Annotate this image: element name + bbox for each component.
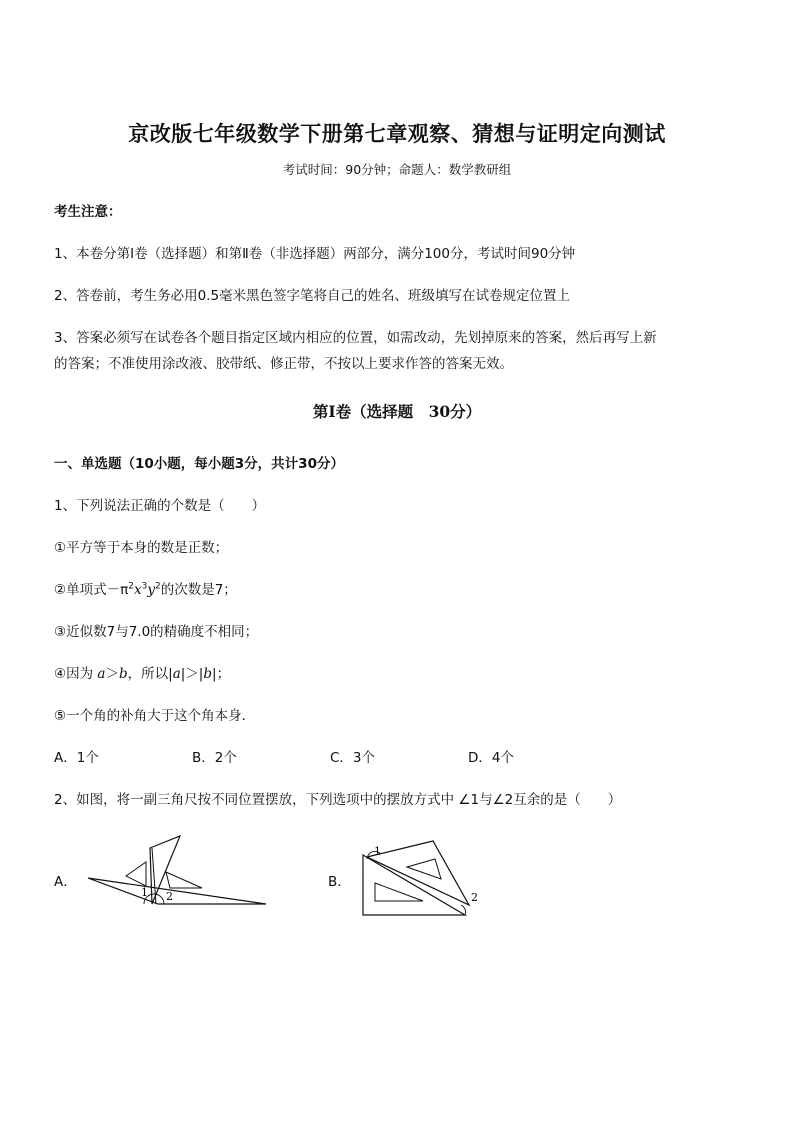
notice-item-3-cont: 的答案；不准使用涂改液、胶带纸、修正带，不按以上要求作答的答案无效。 (54, 356, 513, 372)
fig-a-angle-1: 1 (141, 886, 148, 899)
q1-s4-prefix: ④因为 (54, 666, 94, 682)
q1-s2-var-y: y (147, 582, 155, 598)
q1-s2-exp3: 2 (154, 581, 161, 592)
q1-s4-gt: ＞ (105, 666, 119, 682)
fig-a-set-square-inner (166, 872, 202, 888)
q1-option-c[interactable]: C．3个 (330, 750, 376, 766)
q1-statement-2 (54, 578, 237, 598)
fig-a-line (152, 848, 156, 904)
q1-s2-suffix: 的次数是7； (160, 582, 237, 598)
fig-b-large-triangle (363, 855, 465, 915)
q2-option-b-label[interactable]: B． (328, 874, 351, 890)
q1-s2-exp1: 2 (128, 581, 134, 592)
q1-s2-var-x: x (133, 582, 142, 598)
section-title: 第Ⅰ卷（选择题 30分） (312, 402, 482, 421)
q2-figure-a (80, 830, 280, 914)
q1-s4-var-a: a (97, 666, 106, 682)
notice-heading: 考生注意： (54, 204, 122, 220)
q1-s4-var-a2: a (172, 666, 181, 682)
q1-option-a[interactable]: A．1个 (54, 750, 99, 766)
q2-stem: 2、如图，将一副三角尺按不同位置摆放，下列选项中的摆放方式中 ∠1与∠2互余的是（ ） (54, 792, 622, 808)
q1-option-b[interactable]: B．2个 (192, 750, 237, 766)
q2-option-a-label[interactable]: A． (54, 874, 77, 890)
q1-s4-var-b2: b (203, 666, 213, 682)
notice-item-1: 1、本卷分第Ⅰ卷（选择题）和第Ⅱ卷（非选择题）两部分，满分100分，考试时间90分钟 (54, 246, 576, 262)
q1-s2-prefix: ②单项式－π (54, 582, 129, 598)
q1-statement-3: ③近似数7与7.0的精确度不相同； (54, 624, 259, 640)
q1-statement-4 (54, 662, 230, 682)
fig-a-large-triangle (88, 878, 266, 904)
q1-s4-gt2: |＞| (180, 666, 204, 682)
fig-a-large-triangle-inner (126, 862, 146, 886)
fig-b-angle-1: 1 (374, 845, 381, 858)
fig-b-angle-2: 2 (471, 891, 478, 904)
q1-s2-exp2: 3 (141, 581, 148, 592)
notice-item-3: 3、答案必须写在试卷各个题目指定区域内相应的位置，如需改动，先划掉原来的答案，然后再写上新 (54, 330, 657, 346)
q1-statement-5: ⑤一个角的补角大于这个角本身． (54, 708, 256, 724)
fig-b-set-square-inner (407, 859, 441, 879)
q1-s4-suffix: |； (212, 666, 231, 682)
q1-statement-1: ①平方等于本身的数是正数； (54, 540, 229, 556)
q2-figure-b (355, 835, 495, 920)
part-heading: 一、单选题（10小题，每小题3分，共计30分） (54, 456, 344, 472)
q1-stem: 1、下列说法正确的个数是（ ） (54, 498, 266, 514)
exam-title: 京改版七年级数学下册第七章观察、猜想与证明定向测试 (128, 121, 666, 146)
q1-s4-mid: ，所以| (127, 666, 173, 682)
q1-s4-var-b: b (118, 666, 128, 682)
fig-b-set-square (367, 841, 469, 905)
notice-item-2: 2、答卷前，考生务必用0.5毫米黑色签字笔将自己的姓名、班级填写在试卷规定位置上 (54, 288, 571, 304)
q1-option-d[interactable]: D．4个 (468, 750, 514, 766)
fig-a-angle-2: 2 (166, 890, 173, 903)
exam-subtitle: 考试时间：90分钟；命题人：数学教研组 (282, 162, 512, 177)
